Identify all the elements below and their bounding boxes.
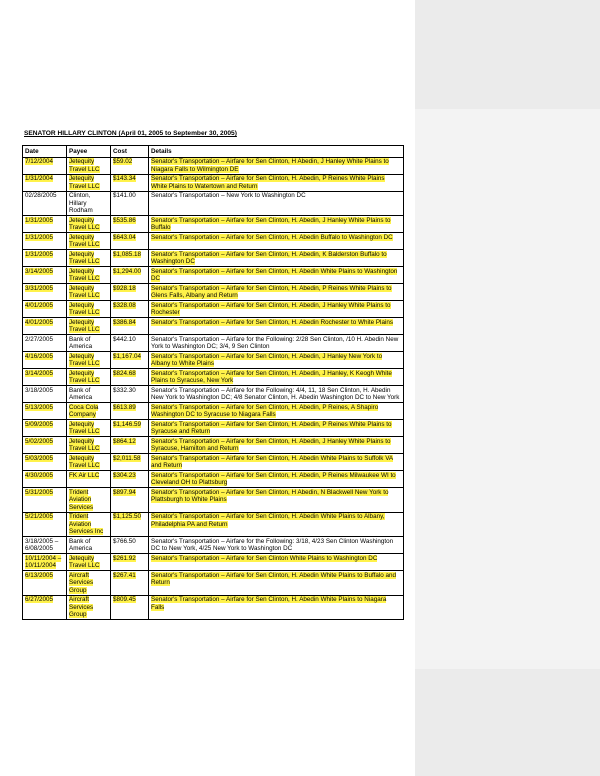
cell-date xyxy=(23,471,67,488)
cell-cost xyxy=(111,512,149,537)
cell-cost-text: $332.30 xyxy=(113,386,136,394)
cell-payee xyxy=(67,250,111,267)
cell-date xyxy=(23,284,67,301)
cell-date xyxy=(23,233,67,250)
cell-payee-text: Bank of America xyxy=(69,335,93,350)
cell-details xyxy=(149,267,404,284)
cell-cost-text: $897.94 xyxy=(113,488,136,496)
cell-date-text: 4/16/2005 xyxy=(25,352,54,360)
cell-cost-text: $386.84 xyxy=(113,318,136,326)
cell-cost xyxy=(111,488,149,513)
cell-details-text: Senator's Transportation – Airfare for Sen Clinton, H. Abedin, J Hanley White Plains to Syracuse, Hamilton and Return xyxy=(151,437,391,452)
table-row xyxy=(23,595,404,620)
table-row xyxy=(23,403,404,420)
cell-payee xyxy=(67,571,111,596)
comment-balloon[interactable] xyxy=(415,109,600,669)
cell-details-text: Senator's Transportation – Airfare for the Following: 2/28 Sen Clinton, /10 H. Abedin New York to Washington DC; 3/4, 9 Sen Clinton xyxy=(151,335,399,350)
table-row xyxy=(23,554,404,571)
cell-payee xyxy=(67,537,111,554)
cell-details-text: Senator's Transportation – Airfare for the Following: 3/18, 4/23 Sen Clinton Washington DC to New York, 4/25 New York to Washington DC xyxy=(151,537,394,552)
cell-payee xyxy=(67,595,111,620)
cell-cost-text: $535.86 xyxy=(113,216,136,224)
cell-date xyxy=(23,157,67,174)
cell-cost-text: $824.68 xyxy=(113,369,136,377)
cell-details xyxy=(149,352,404,369)
cell-date-text: 3/18/2005 xyxy=(25,386,54,394)
cell-details-text: Senator's Transportation – Airfare for Sen Clinton, H. Abedin, P Reines, A Shapiro Washington DC to Syracuse to Niagara Falls xyxy=(151,403,379,418)
cell-details xyxy=(149,191,404,216)
cell-payee xyxy=(67,386,111,403)
cell-payee xyxy=(67,488,111,513)
cell-cost xyxy=(111,386,149,403)
cell-cost xyxy=(111,554,149,571)
cell-cost-text: $809.45 xyxy=(113,596,136,603)
cell-cost-text: $143.34 xyxy=(113,175,136,182)
table-row xyxy=(23,437,404,454)
cell-date-text: 5/02/2005 xyxy=(25,437,54,445)
cell-cost xyxy=(111,537,149,554)
table-row xyxy=(23,537,404,554)
cell-date xyxy=(23,216,67,233)
cell-cost xyxy=(111,437,149,454)
cell-cost-text: $643.04 xyxy=(113,233,136,241)
cell-cost-text: $1,125.50 xyxy=(113,513,142,520)
cell-date-text: 2/27/2005 xyxy=(25,335,54,343)
cell-date xyxy=(23,352,67,369)
cell-date xyxy=(23,595,67,620)
cell-payee xyxy=(67,437,111,454)
cell-date xyxy=(23,386,67,403)
cell-date-text: 7/12/2004 xyxy=(25,158,54,165)
cell-details-text: Senator's Transportation – Airfare for Sen Clinton, H. Abedin, P Reines White Plains White Plains to Watertown and Return xyxy=(151,175,385,190)
cell-payee-text: Jetequity Travel LLC xyxy=(69,369,100,384)
cell-cost xyxy=(111,403,149,420)
cell-date xyxy=(23,554,67,571)
cell-details xyxy=(149,233,404,250)
cell-details xyxy=(149,174,404,191)
cell-cost-text: $613.89 xyxy=(113,403,136,411)
cell-details xyxy=(149,284,404,301)
table-header-row xyxy=(23,146,404,158)
cell-cost-text: $267.41 xyxy=(113,571,136,579)
table-row xyxy=(23,174,404,191)
cell-payee xyxy=(67,157,111,174)
cell-details-text: Senator's Transportation – Airfare for Sen Clinton, H. Abedin White Plains to Washington DC xyxy=(151,267,398,282)
cell-cost xyxy=(111,595,149,620)
cell-date-text: 6/27/2005 xyxy=(25,596,54,603)
cell-details-text: Senator's Transportation – Airfare for Sen Clinton, H. Abedin, J Hanley, K Keogh White Plains to Syracuse, New York xyxy=(151,369,392,384)
cell-date xyxy=(23,301,67,318)
table-row xyxy=(23,571,404,596)
cell-payee-text: Jetequity Travel LLC xyxy=(69,216,100,231)
cell-date-text: 10/11/2004 – 10/11/2004 xyxy=(25,554,62,569)
cell-date xyxy=(23,571,67,596)
cell-date xyxy=(23,369,67,386)
cell-date xyxy=(23,454,67,471)
table-row xyxy=(23,250,404,267)
cell-payee-text: Jetequity Travel LLC xyxy=(69,175,100,190)
cell-cost xyxy=(111,157,149,174)
cell-details-text: Senator's Transportation – Airfare for Sen Clinton, H. Abedin Rochester to White Plains xyxy=(151,318,394,326)
cell-details-text: Senator's Transportation – Airfare for Sen Clinton, H Abedin, J Hanley White Plains to Niagara Falls to Wilmington DE xyxy=(151,158,389,173)
table-row xyxy=(23,318,404,335)
cell-payee xyxy=(67,369,111,386)
cell-payee xyxy=(67,216,111,233)
cell-payee xyxy=(67,335,111,352)
cell-details xyxy=(149,454,404,471)
cell-cost xyxy=(111,216,149,233)
table-row xyxy=(23,454,404,471)
cell-cost-text: $59.02 xyxy=(113,158,133,165)
cell-date-text: 6/13/2005 xyxy=(25,571,54,579)
cell-cost-text: $1,085.18 xyxy=(113,250,142,258)
table-row xyxy=(23,335,404,352)
table-body xyxy=(23,157,404,620)
cell-date-text: 1/31/2004 xyxy=(25,175,54,182)
cell-cost xyxy=(111,174,149,191)
cell-details xyxy=(149,554,404,571)
cell-date-text: 1/31/2005 xyxy=(25,233,54,241)
cell-payee xyxy=(67,512,111,537)
cell-cost xyxy=(111,571,149,596)
cell-details-text: Senator's Transportation – Airfare for Sen Clinton White Plains to Washington DC xyxy=(151,554,378,562)
cell-cost xyxy=(111,471,149,488)
cell-payee-text: Jetequity Travel LLC xyxy=(69,437,100,452)
header-date: Date xyxy=(23,146,67,158)
cell-date xyxy=(23,403,67,420)
cell-date-text: 4/01/2005 xyxy=(25,318,54,326)
cell-payee-text: Jetequity Travel LLC xyxy=(69,250,100,265)
cell-date xyxy=(23,174,67,191)
cell-payee-text: Aircraft Services Group xyxy=(69,596,94,618)
cell-details xyxy=(149,369,404,386)
cell-details-text: Senator's Transportation – Airfare for Sen Clinton, H. Abedin, P Reines Milwaukee WI to Cleveland OH to Plattsburg xyxy=(151,471,396,486)
table-row xyxy=(23,512,404,537)
cell-date xyxy=(23,318,67,335)
header-details: Details xyxy=(149,146,404,158)
cell-date xyxy=(23,420,67,437)
cell-date-text: 02/28/2005 xyxy=(25,192,57,199)
table-row xyxy=(23,157,404,174)
cell-payee xyxy=(67,301,111,318)
cell-payee-text: Jetequity Travel LLC xyxy=(69,454,100,469)
cell-date-text: 3/14/2005 xyxy=(25,369,54,377)
cell-payee-text: Bank of America xyxy=(69,537,93,552)
cell-details xyxy=(149,471,404,488)
cell-payee xyxy=(67,284,111,301)
cell-payee xyxy=(67,454,111,471)
cell-cost xyxy=(111,420,149,437)
cell-details xyxy=(149,301,404,318)
cell-details-text: Senator's Transportation – Airfare for the Following: 4/4, 11, 18 Sen Clinton, H. Abedin New York to Washington DC; 4/8 Senator Clinton, H. Abedin Washington DC to New York xyxy=(151,386,400,401)
cell-details-text: Senator's Transportation – Airfare for Sen Clinton, H. Abedin White Plains to Suffolk VA and Return xyxy=(151,454,394,469)
cell-cost-text: $304.23 xyxy=(113,471,136,479)
cell-details-text: Senator's Transportation – Airfare for Sen Clinton, H. Abedin, P Reines White Plains to Syracuse and Return xyxy=(151,420,392,435)
cell-date-text: 5/13/2005 xyxy=(25,403,54,411)
cell-payee-text: FK Air LLC xyxy=(69,471,100,479)
cell-details xyxy=(149,420,404,437)
cell-cost xyxy=(111,454,149,471)
cell-cost xyxy=(111,352,149,369)
cell-payee-text: Jetequity Travel LLC xyxy=(69,420,100,435)
table-row xyxy=(23,471,404,488)
cell-payee-text: Trident Aviation Services Inc xyxy=(69,513,104,535)
cell-payee-text: Coca Cola Company xyxy=(69,403,99,418)
cell-payee xyxy=(67,267,111,284)
header-payee: Payee xyxy=(67,146,111,158)
table-row xyxy=(23,488,404,513)
cell-payee xyxy=(67,554,111,571)
cell-cost-text: $1,167.04 xyxy=(113,352,142,360)
cell-payee-text: Jetequity Travel LLC xyxy=(69,554,100,569)
cell-cost xyxy=(111,191,149,216)
cell-details xyxy=(149,595,404,620)
cell-cost-text: $141.00 xyxy=(113,192,136,199)
cell-date xyxy=(23,488,67,513)
cell-date-text: 3/14/2005 xyxy=(25,267,54,275)
cell-cost-text: $1,294.00 xyxy=(113,267,142,275)
cell-payee-text: Trident Aviation Services xyxy=(69,488,94,511)
cell-details-text: Senator's Transportation – Airfare for Sen Clinton, H. Abedin, P Reines White Plains to Glens Falls, Albany and Return xyxy=(151,284,392,299)
table-row xyxy=(23,301,404,318)
cell-details-text: Senator's Transportation – Airfare for Sen Clinton, H. Abedin, J Hanley White Plains to Buffalo xyxy=(151,216,391,231)
cell-payee-text: Jetequity Travel LLC xyxy=(69,267,100,282)
cell-details xyxy=(149,537,404,554)
cell-date-text: 5/31/2005 xyxy=(25,488,54,496)
cell-details xyxy=(149,512,404,537)
cell-details xyxy=(149,318,404,335)
cell-details-text: Senator's Transportation – Airfare for Sen Clinton, H Abedin, N Blackwell New York to Plattsburgh to White Plains xyxy=(151,488,389,503)
cell-details-text: Senator's Transportation – Airfare for Sen Clinton, H. Abedin, K Balderston Buffalo to Washington DC xyxy=(151,250,387,265)
table-row xyxy=(23,284,404,301)
header-cost: Cost xyxy=(111,146,149,158)
cell-cost xyxy=(111,267,149,284)
cell-payee xyxy=(67,403,111,420)
cell-date xyxy=(23,537,67,554)
cell-payee xyxy=(67,174,111,191)
cell-details xyxy=(149,488,404,513)
cell-cost-text: $928.18 xyxy=(113,284,136,292)
cell-details xyxy=(149,335,404,352)
cell-cost-text: $1,146.59 xyxy=(113,420,142,428)
cell-payee xyxy=(67,318,111,335)
cell-details xyxy=(149,437,404,454)
cell-date xyxy=(23,191,67,216)
cell-details xyxy=(149,403,404,420)
cell-date xyxy=(23,512,67,537)
cell-cost xyxy=(111,301,149,318)
table-row xyxy=(23,216,404,233)
cell-date xyxy=(23,437,67,454)
cell-date-text: 1/31/2005 xyxy=(25,250,54,258)
cell-details-text: Senator's Transportation – Airfare for Sen Clinton, H. Abedin White Plains to Albany, Philadelphia PA and Return xyxy=(151,513,385,528)
cell-payee-text: Jetequity Travel LLC xyxy=(69,301,100,316)
cell-cost-text: $261.92 xyxy=(113,554,136,562)
cell-details xyxy=(149,157,404,174)
cell-payee-text: Jetequity Travel LLC xyxy=(69,352,100,367)
cell-payee xyxy=(67,233,111,250)
table-row xyxy=(23,233,404,250)
cell-payee-text: Bank of America xyxy=(69,386,93,401)
table-row xyxy=(23,386,404,403)
cell-cost xyxy=(111,250,149,267)
table-row xyxy=(23,420,404,437)
cell-date-text: 3/31/2005 xyxy=(25,284,54,292)
cell-payee-text: Jetequity Travel LLC xyxy=(69,318,100,333)
cell-payee xyxy=(67,352,111,369)
cell-details-text: Senator's Transportation – Airfare for Sen Clinton, H. Abedin White Plains to Niagara Falls xyxy=(151,596,387,611)
cell-cost-text: $864.12 xyxy=(113,437,136,445)
cell-date-text: 5/21/2005 xyxy=(25,513,54,520)
cell-cost xyxy=(111,284,149,301)
cell-payee xyxy=(67,420,111,437)
cell-details-text: Senator's Transportation – New York to Washington DC xyxy=(151,192,306,199)
cell-details xyxy=(149,571,404,596)
document-title: SENATOR HILLARY CLINTON (April 01, 2005 to September 30, 2005) xyxy=(24,130,237,137)
cell-payee-text: Jetequity Travel LLC xyxy=(69,158,100,173)
table-row xyxy=(23,352,404,369)
cell-payee xyxy=(67,191,111,216)
cell-details-text: Senator's Transportation – Airfare for Sen Clinton, H. Abedin, J Hanley White Plains to Rochester xyxy=(151,301,391,316)
cell-payee xyxy=(67,471,111,488)
cell-date-text: 1/31/2005 xyxy=(25,216,54,224)
cell-cost-text: $328.08 xyxy=(113,301,136,309)
cell-payee-text: Aircraft Services Group xyxy=(69,571,94,594)
cell-details-text: Senator's Transportation – Airfare for Sen Clinton, H. Abedin White Plains to Buffalo and Return xyxy=(151,571,397,586)
cell-details-text: Senator's Transportation – Airfare for Sen Clinton, H. Abedin, J Hanley New York to Albany to White Plains xyxy=(151,352,383,367)
cell-date-text: 5/09/2005 xyxy=(25,420,54,428)
cell-details xyxy=(149,386,404,403)
cell-cost-text: $766.50 xyxy=(113,537,136,545)
table-row xyxy=(23,369,404,386)
cell-date xyxy=(23,335,67,352)
cell-payee-text: Jetequity Travel LLC xyxy=(69,233,100,248)
cell-cost-text: $2,011.58 xyxy=(113,454,141,462)
cell-payee-text: Clinton, Hillary Rodham xyxy=(69,192,93,214)
cell-details-text: Senator's Transportation – Airfare for Sen Clinton, H. Abedin Buffalo to Washington DC xyxy=(151,233,393,241)
cell-cost xyxy=(111,318,149,335)
cell-date-text: 4/30/2005 xyxy=(25,471,54,479)
cell-payee-text: Jetequity Travel LLC xyxy=(69,284,100,299)
cell-date xyxy=(23,250,67,267)
cell-cost xyxy=(111,369,149,386)
cell-details xyxy=(149,250,404,267)
cell-cost xyxy=(111,335,149,352)
expense-table xyxy=(22,145,404,620)
table-row xyxy=(23,191,404,216)
cell-date-text: 3/18/2005 – 6/08/2005 xyxy=(25,537,59,552)
cell-date-text: 4/01/2005 xyxy=(25,301,54,309)
cell-cost-text: $442.10 xyxy=(113,335,136,343)
table-row xyxy=(23,267,404,284)
cell-details xyxy=(149,216,404,233)
cell-cost xyxy=(111,233,149,250)
cell-date xyxy=(23,267,67,284)
cell-date-text: 5/03/2005 xyxy=(25,454,54,462)
